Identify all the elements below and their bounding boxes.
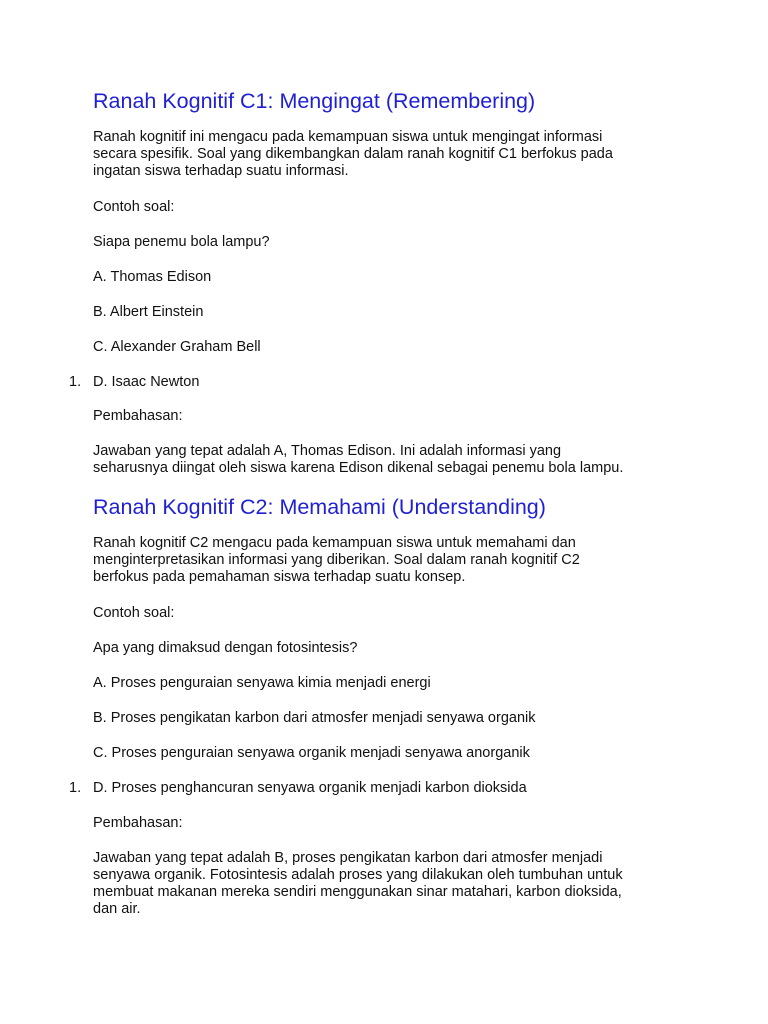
section1-heading: Ranah Kognitif C1: Mengingat (Remembering) [93, 89, 536, 113]
section2-discussion [93, 850, 683, 918]
section1-option-c: C. Alexander Graham Bell [93, 339, 261, 355]
section1-intro [93, 129, 683, 180]
section2-option-c: C. Proses penguraian senyawa organik menjadi senyawa anorganik [93, 745, 530, 761]
section1-discussion-line-2: seharusnya diingat oleh siswa karena Edison dikenal sebagai penemu bola lampu. [93, 460, 624, 476]
section1-discussion-label: Pembahasan: [93, 408, 183, 424]
section1-option-b: B. Albert Einstein [93, 304, 204, 320]
section2-example-label: Contoh soal: [93, 605, 175, 621]
section2-discussion-line-4: dan air. [93, 901, 141, 917]
section2-intro-line-1: Ranah kognitif C2 mengacu pada kemampuan siswa untuk memahami dan [93, 535, 576, 551]
section1-intro-line-2: secara spesifik. Soal yang dikembangkan dalam ranah kognitif C1 berfokus pada [93, 146, 613, 162]
section2-discussion-line-3: membuat makanan mereka sendiri menggunakan sinar matahari, karbon dioksida, [93, 884, 622, 900]
section2-intro [93, 535, 683, 586]
section2-list-number: 1. [69, 780, 82, 796]
section1-list-number: 1. [69, 374, 82, 390]
section2-option-d: D. Proses penghancuran senyawa organik menjadi karbon dioksida [93, 780, 527, 796]
section1-example-label: Contoh soal: [93, 199, 175, 215]
section2-option-a: A. Proses penguraian senyawa kimia menjadi energi [93, 675, 431, 691]
section1-discussion [93, 443, 683, 477]
section1-question: Siapa penemu bola lampu? [93, 234, 270, 250]
section1-option-d: D. Isaac Newton [93, 374, 200, 390]
section2-heading: Ranah Kognitif C2: Memahami (Understanding) [93, 495, 546, 519]
section2-question: Apa yang dimaksud dengan fotosintesis? [93, 640, 358, 656]
section1-discussion-line-1: Jawaban yang tepat adalah A, Thomas Edison. Ini adalah informasi yang [93, 443, 562, 459]
section2-discussion-line-1: Jawaban yang tepat adalah B, proses pengikatan karbon dari atmosfer menjadi [93, 850, 603, 866]
section1-option-a: A. Thomas Edison [93, 269, 212, 285]
section1-intro-line-3: ingatan siswa terhadap suatu informasi. [93, 163, 349, 179]
section2-discussion-line-2: senyawa organik. Fotosintesis adalah proses yang dilakukan oleh tumbuhan untuk [93, 867, 623, 883]
section2-intro-line-3: berfokus pada pemahaman siswa terhadap suatu konsep. [93, 569, 466, 585]
section2-intro-line-2: menginterpretasikan informasi yang diberikan. Soal dalam ranah kognitif C2 [93, 552, 580, 568]
section2-option-b: B. Proses pengikatan karbon dari atmosfer menjadi senyawa organik [93, 710, 536, 726]
section1-intro-line-1: Ranah kognitif ini mengacu pada kemampuan siswa untuk mengingat informasi [93, 129, 603, 145]
section2-discussion-label: Pembahasan: [93, 815, 183, 831]
